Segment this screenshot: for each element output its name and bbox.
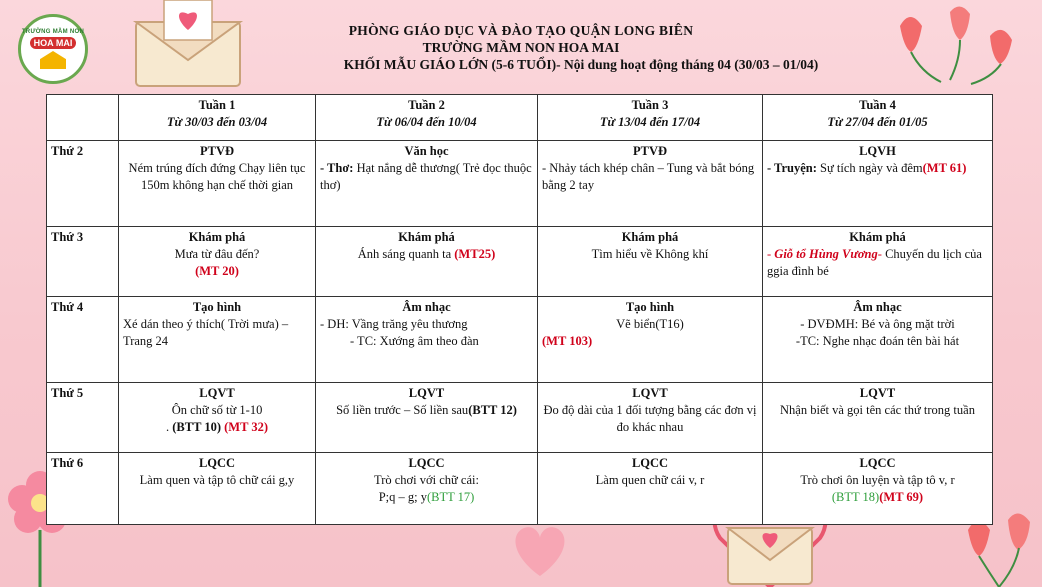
activity-cell: PTVĐ Ném trúng đích đứng Chạy liên tục 150m không hạn chế thời gian [119, 141, 316, 227]
week-header-4: Tuần 4 Từ 27/04 đến 01/05 [763, 95, 993, 141]
activity-cell: Tạo hình Xé dán theo ý thích( Trời mưa) – Trang 24 [119, 297, 316, 383]
activity-cell: LQVT Số liền trước – Số liền sau(BTT 12) [316, 383, 538, 453]
activity-cell: LQCC Trò chơi ôn luyện và tập tô v, r (BTT 18)(MT 69) [763, 453, 993, 525]
table-row [47, 383, 993, 453]
activity-cell: LQCC Trò chơi với chữ cái: P;q – g; y(BTT 17) [316, 453, 538, 525]
page-header [0, 22, 1042, 73]
logo-top-text: TRƯỜNG MẦM NON [21, 29, 85, 35]
heart-icon [508, 520, 572, 580]
activity-cell: LQVT Ôn chữ số từ 1-10 . (BTT 10) (MT 32) [119, 383, 316, 453]
activity-cell: LQVH - Truyện: Sự tích ngày và đêm(MT 61) [763, 141, 993, 227]
week-header-2: Tuần 2 Từ 06/04 đến 10/04 [316, 95, 538, 141]
activity-cell: Âm nhạc - DVĐMH: Bé và ông mặt trời -TC: Nghe nhạc đoán tên bài hát [763, 297, 993, 383]
activity-cell: Khám phá Tìm hiểu về Không khí [538, 227, 763, 297]
day-cell: Thứ 5 [47, 383, 119, 453]
header-corner-cell [47, 95, 119, 141]
day-cell: Thứ 6 [47, 453, 119, 525]
activity-plan-table [46, 94, 993, 525]
table-row [47, 453, 993, 525]
header-department: PHÒNG GIÁO DỤC VÀ ĐÀO TẠO QUẬN LONG BIÊN [348, 23, 694, 38]
day-cell: Thứ 4 [47, 297, 119, 383]
week-header-3: Tuần 3 Từ 13/04 đến 17/04 [538, 95, 763, 141]
activity-cell: Âm nhạc - DH: Vầng trăng yêu thương - TC: Xướng âm theo đàn [316, 297, 538, 383]
activity-cell: PTVĐ - Nhảy tách khép chân – Tung và bắt bóng bằng 2 tay [538, 141, 763, 227]
activity-cell: LQVT Đo độ dài của 1 đối tượng bằng các đơn vị đo khác nhau [538, 383, 763, 453]
activity-cell: Khám phá Ánh sáng quanh ta (MT25) [316, 227, 538, 297]
table-header-row [47, 95, 993, 141]
week-header-1: Tuần 1 Từ 30/03 đến 03/04 [119, 95, 316, 141]
day-cell: Thứ 3 [47, 227, 119, 297]
header-school: TRƯỜNG MẦM NON HOA MAI [422, 40, 620, 55]
table-row [47, 227, 993, 297]
activity-cell: LQCC Làm quen chữ cái v, r [538, 453, 763, 525]
activity-cell: Văn học - Thơ: Hạt nắng dễ thương( Trẻ đọc thuộc thơ) [316, 141, 538, 227]
day-cell: Thứ 2 [47, 141, 119, 227]
activity-cell: Tạo hình Vẽ biển(T16) (MT 103) [538, 297, 763, 383]
activity-cell: LQVT Nhận biết và gọi tên các thứ trong tuần [763, 383, 993, 453]
activity-cell: Khám phá - Giỗ tổ Hùng Vương- Chuyến du lịch của ggia đình bé [763, 227, 993, 297]
activity-cell: LQCC Làm quen và tập tô chữ cái g,y [119, 453, 316, 525]
table-row [47, 141, 993, 227]
activity-cell: Khám phá Mưa từ đâu đến? (MT 20) [119, 227, 316, 297]
logo-name-text: HOA MAI [30, 37, 77, 49]
header-title: KHỐI MẪU GIÁO LỚN (5-6 TUỔI)- Nội dung hoạt động tháng 04 (30/03 – 01/04) [343, 57, 819, 72]
table-row [47, 297, 993, 383]
